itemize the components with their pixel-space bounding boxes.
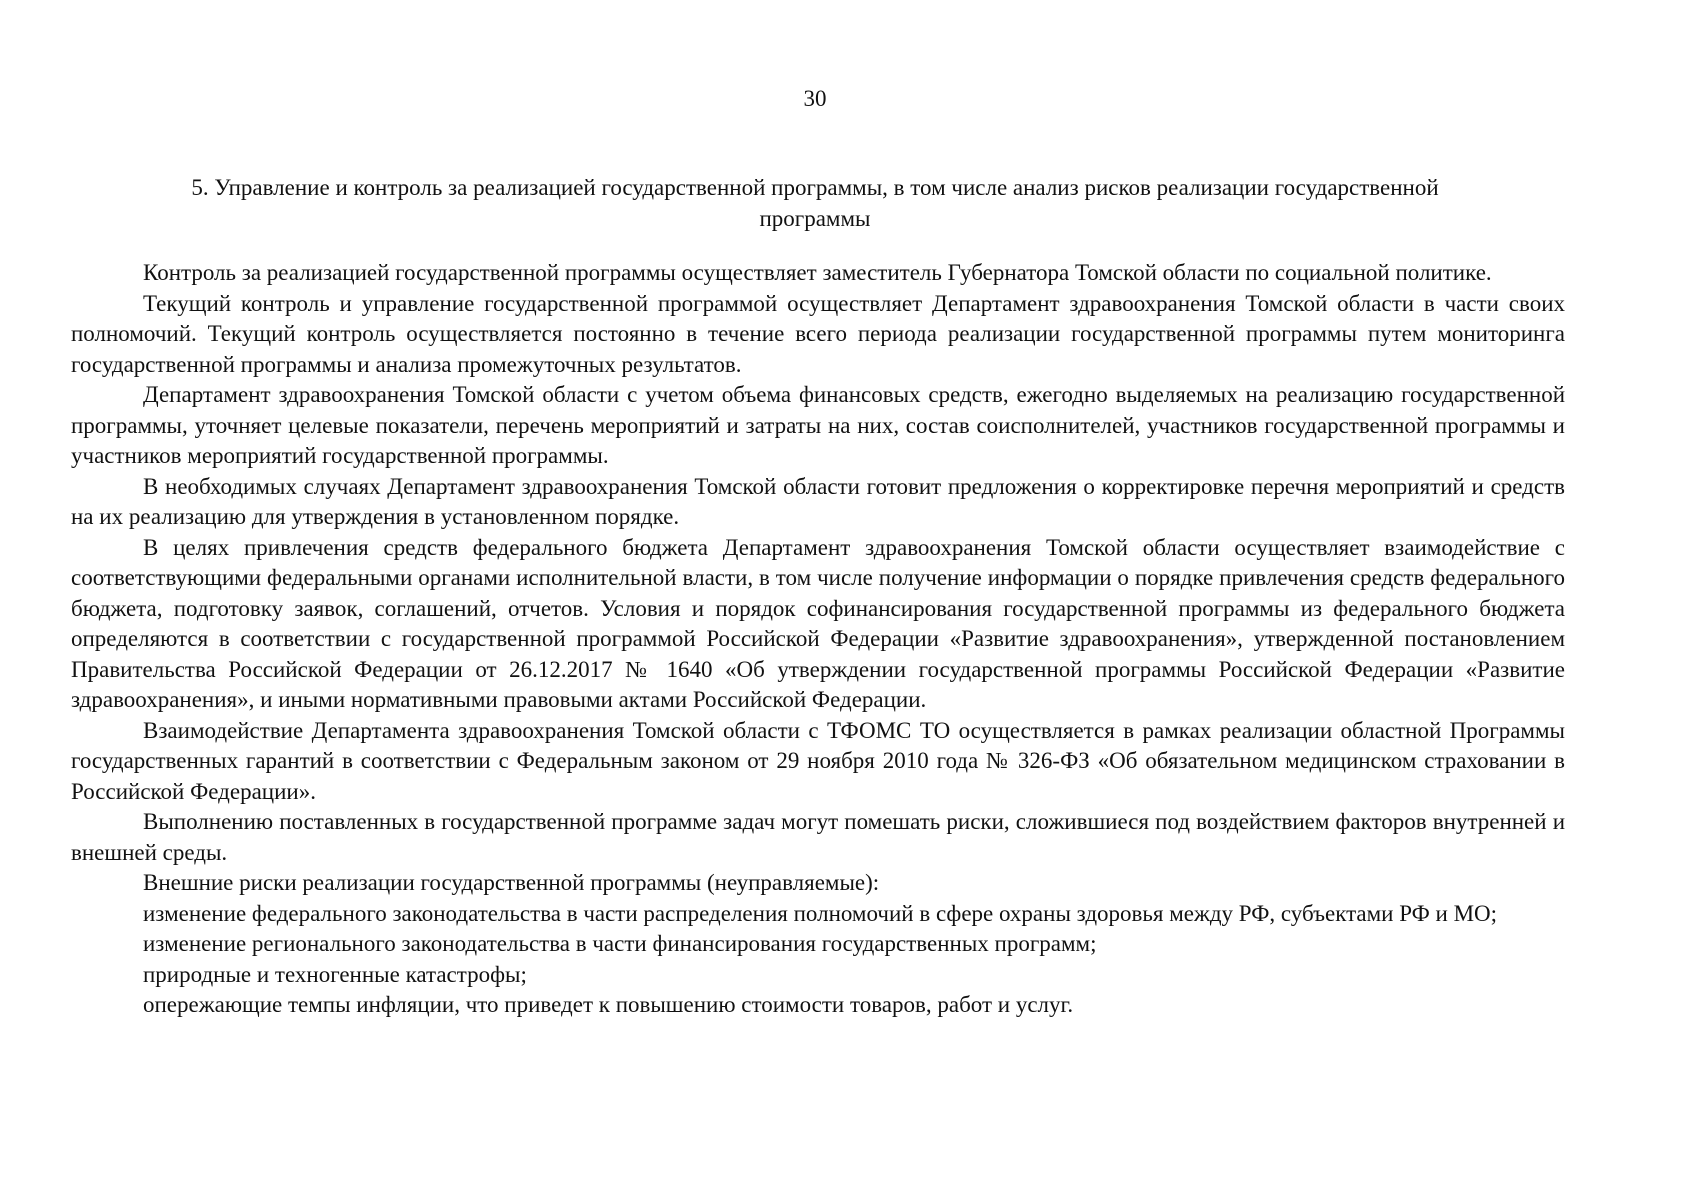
risk-list-item: природные и техногенные катастрофы; bbox=[143, 961, 527, 987]
body-paragraph: Контроль за реализацией государственной программы осуществляет заместитель Губернатора Томской области по социальной политике. bbox=[143, 260, 1492, 285]
body-paragraph: Департамент здравоохранения Томской области с учетом объема финансовых средств, ежегодно выделяемых на реализацию государственной программы, уточняет целевые показатели, перечень мероприятий и затраты на них, состав соисполнителей, участников государственной программы и участников мероприятий государственной программы. bbox=[71, 382, 1565, 468]
section-title: 5. Управление и контроль за реализацией государственной программы, в том числе анализ рисков реализации государственной программы bbox=[191, 175, 1439, 231]
body-paragraph: В целях привлечения средств федерального бюджета Департамент здравоохранения Томской области осуществляет взаимодействие с соответствующими федеральными органами исполнительной власти, в том числе получение информации о порядке привлечения средств федерального бюджета, подготовку заявок, соглашений, отчетов. Условия и порядок софинансирования государственной программы из федерального бюджета определяются в соответствии с государственной программой Российской Федерации «Развитие здравоохранения», утвержденной постановлением Правительства Российской Федерации от 26.12.2017 № 1640 «Об утверждении государственной программы Российской Федерации «Развитие здравоохранения», и иными нормативными правовыми актами Российской Федерации. bbox=[71, 534, 1565, 712]
body-paragraph: Текущий контроль и управление государственной программой осуществляет Департамент здравоохранения Томской области в части своих полномочий. Текущий контроль осуществляется постоянно в течение всего периода реализации государственной программы путем мониторинга государственной программы и анализа промежуточных результатов. bbox=[71, 290, 1565, 377]
body-paragraph: Выполнению поставленных в государственной программе задач могут помешать риски, сложившиеся под воздействием факторов внутренней и внешней среды. bbox=[71, 809, 1565, 865]
body-paragraph: Внешние риски реализации государственной программы (неуправляемые): bbox=[143, 870, 880, 895]
body-paragraph: В необходимых случаях Департамент здравоохранения Томской области готовит предложения о корректировке перечня мероприятий и средств на их реализацию для утверждения в установленном порядке. bbox=[71, 473, 1565, 529]
risk-list-item: изменение регионального законодательства в части финансирования государственных программ; bbox=[143, 931, 1097, 956]
document-body bbox=[71, 258, 1565, 1021]
risk-list-item: изменение федерального законодательства в части распределения полномочий в сфере охраны здоровья между РФ, субъектами РФ и МО; bbox=[143, 900, 1498, 926]
risk-list-item: опережающие темпы инфляции, что приведет к повышению стоимости товаров, работ и услуг. bbox=[143, 992, 1074, 1017]
body-paragraph: Взаимодействие Департамента здравоохранения Томской области с ТФОМС ТО осуществляется в рамках реализации областной Программы государственных гарантий в соответствии с Федеральным законом от 29 ноября 2010 года № 326-ФЗ «Об обязательном медицинском страховании в Российской Федерации». bbox=[71, 717, 1565, 804]
page-number: 30 bbox=[803, 86, 827, 111]
